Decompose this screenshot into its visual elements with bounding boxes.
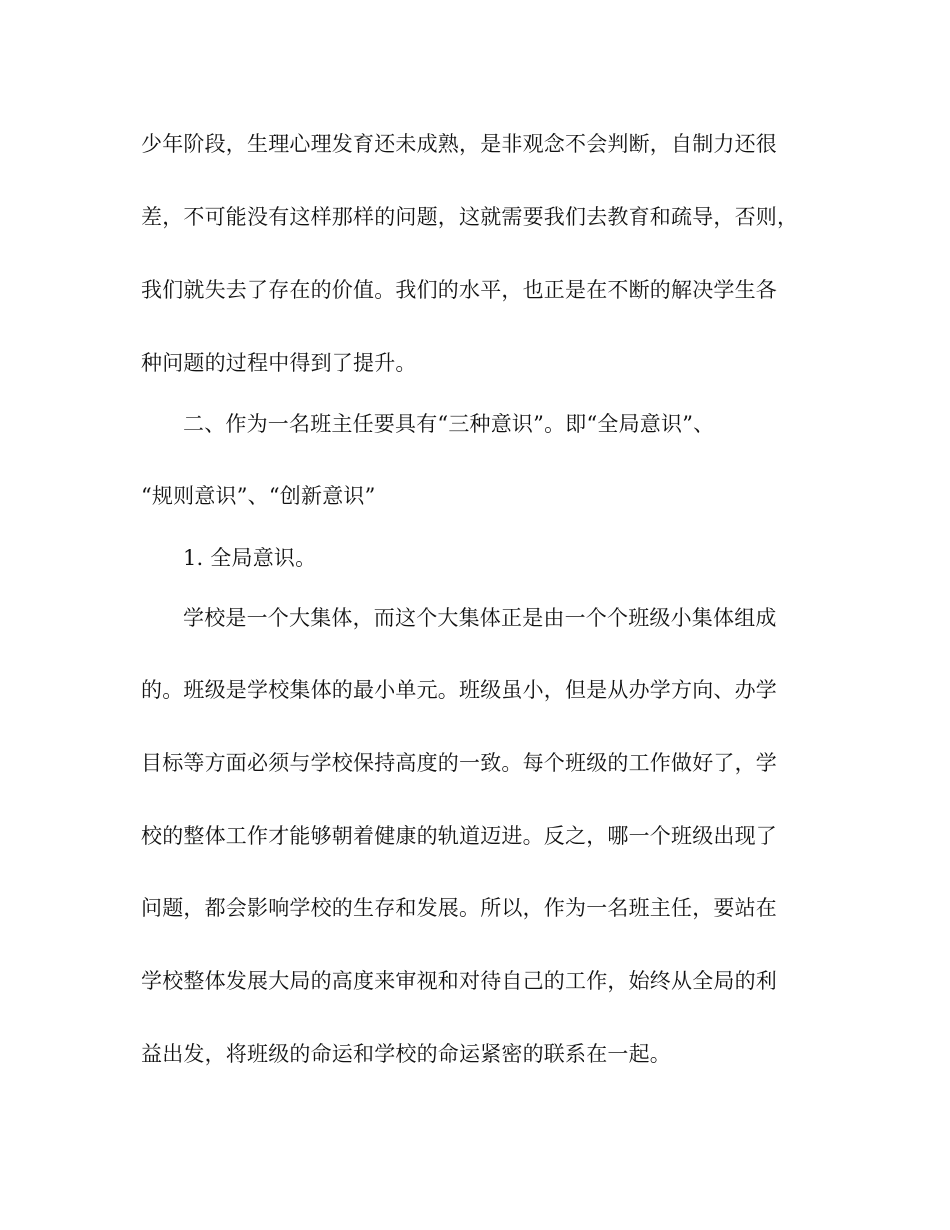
paragraph-line: 种问题的过程中得到了提升。 — [141, 351, 417, 375]
paragraph-line: 差，不可能没有这样那样的问题，这就需要我们去教育和疏导，否则， — [141, 205, 799, 229]
paragraph-line: 益出发，将班级的命运和学校的命运紧密的联系在一起。 — [141, 1042, 671, 1066]
paragraph-line: 问题，都会影响学校的生存和发展。所以，作为一名班主任，要站在 — [141, 896, 777, 920]
section-heading-line: “规则意识”、“创新意识” — [141, 484, 376, 508]
paragraph-line: 我们就失去了存在的价值。我们的水平，也正是在不断的解决学生各 — [141, 278, 777, 302]
subheading: 1. 全局意识。 — [183, 546, 317, 570]
paragraph-line: 学校整体发展大局的高度来审视和对待自己的工作，始终从全局的利 — [141, 969, 777, 993]
paragraph-line: 学校是一个大集体，而这个大集体正是由一个个班级小集体组成 — [183, 606, 777, 630]
paragraph-line: 少年阶段，生理心理发育还未成熟，是非观念不会判断，自制力还很 — [141, 132, 777, 156]
paragraph-line: 校的整体工作才能够朝着健康的轨道迈进。反之，哪一个班级出现了 — [141, 824, 777, 848]
paragraph-line: 目标等方面必须与学校保持高度的一致。每个班级的工作做好了，学 — [141, 751, 777, 775]
paragraph-line: 的。班级是学校集体的最小单元。班级虽小，但是从办学方向、办学 — [141, 678, 777, 702]
section-heading-line: 二、作为一名班主任要具有“三种意识”。即“全局意识”、 — [183, 412, 715, 436]
